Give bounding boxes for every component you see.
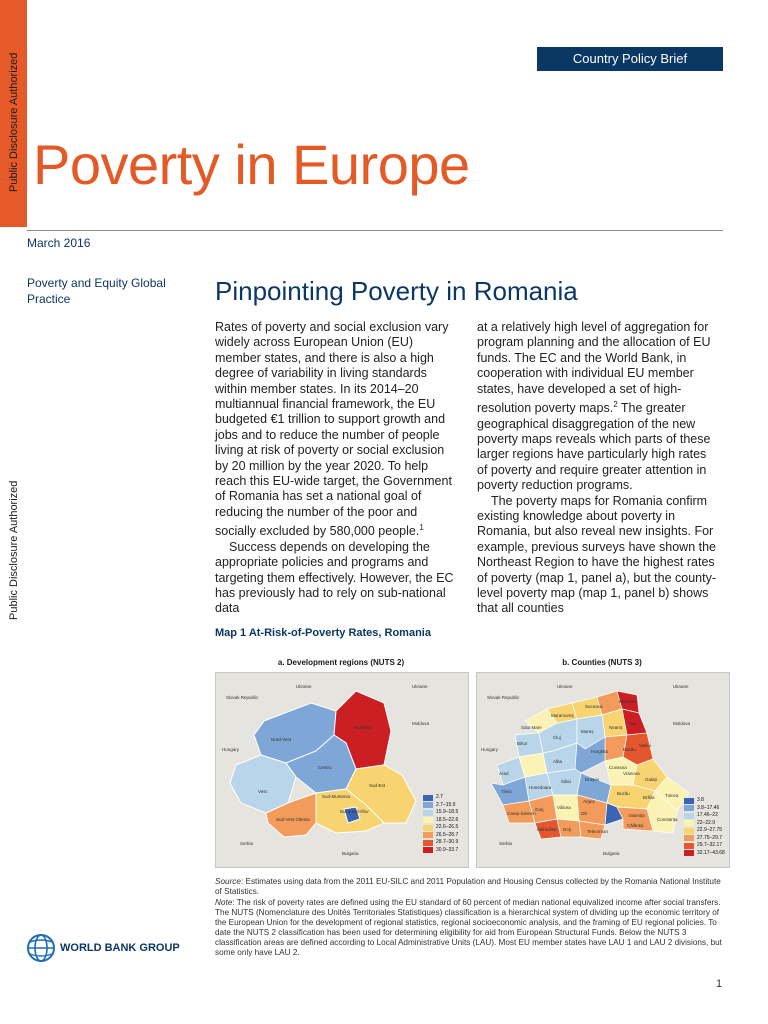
- country-label: Bulgaria: [603, 851, 620, 856]
- country-label: Moldova: [673, 721, 691, 726]
- county-label: Cluj: [553, 735, 561, 740]
- county-label: Neamț: [609, 725, 623, 730]
- world-bank-logo[interactable]: [26, 933, 180, 963]
- disclosure-label-top: Public Disclosure Authorized: [8, 52, 20, 192]
- disclosure-label-bottom: Public Disclosure Authorized: [8, 480, 20, 620]
- paragraph: Success depends on developing the appropriate policies and programs and targeting them effectively. However, the EC has previously had to rely on sub-national data: [215, 539, 454, 616]
- source-note: Source: Estimates using data from the 2011 EU-SILC and 2011 Population and Housing Census collected by the Romania National Institute of Statistics.: [215, 877, 721, 896]
- county-label: Maramureș: [551, 713, 574, 718]
- country-label: Moldova: [412, 721, 430, 726]
- county-label: Bacău: [623, 747, 636, 752]
- county-label: Tulcea: [665, 793, 679, 798]
- text-column-1: [215, 320, 455, 617]
- county-label: Hunedoara: [529, 785, 552, 790]
- country-label: Ukraine: [557, 684, 573, 689]
- publication-date: March 2016: [27, 236, 91, 250]
- county-label: Constanța: [657, 817, 678, 822]
- county-label: Satu Mare: [521, 725, 542, 730]
- country-label: Ukraine: [296, 684, 312, 689]
- panel-b-label: b. Counties (NUTS 3): [562, 658, 642, 667]
- panel-a-label: a. Development regions (NUTS 2): [277, 658, 405, 667]
- legend-regions: 2.7 2.7–15.9 15.9–18.5 18.5–22.6 22.6–26.5 26.5–28.7 28.7–30.9 30.9–33.7: [423, 794, 458, 854]
- country-label: Ukraine: [412, 684, 428, 689]
- county-label: Iași: [629, 721, 637, 726]
- county-label: Buzău: [617, 791, 630, 796]
- map-title: Map 1 At-Risk-of-Poverty Rates, Romania: [215, 627, 431, 639]
- definition-note: Note: The risk of poverty rates are defined using the EU standard of 60 percent of median national equivalized income after social transfers. The NUTS (Nomenclature des Unités Territoriales Statistiques) classification is a hierarchical system of dividing up the economic territory of the European Union for the development of regional statistics, regional socioeconomic analysis, and the framing of EU regional policies. To date the NUTS 2 classification has been used for determining eligibility for aid from European Structural Funds. Below the NUTS 3 classification areas are defined according to Local Administrative Units (LAU). Most EU member states have LAU 1 and LAU 2 divisions, but some only have LAU 2.: [215, 898, 722, 957]
- county-label: Caraș-Severin: [507, 811, 536, 816]
- series-badge: Country Policy Brief: [537, 47, 723, 71]
- paragraph: The poverty maps for Romania confirm existing knowledge about poverty in Romania, but also reveal new insights. For example, previous surveys have shown the Northeast Region to have the highest rates of poverty (map 1, panel a), but the county-level poverty map (map 1, panel b) shows that all counties: [477, 493, 717, 616]
- county-label: Vaslui: [639, 743, 651, 748]
- map-notes: [215, 877, 723, 959]
- county-label: Teleorman: [587, 829, 609, 834]
- header-divider: [27, 230, 723, 231]
- country-label: Slovak Republic: [487, 695, 520, 700]
- county-label: Mehedinți: [537, 827, 557, 832]
- text-column-2: [477, 320, 717, 617]
- county-label: Vrancea: [623, 771, 640, 776]
- footnote-ref[interactable]: 1: [419, 523, 424, 533]
- region-label: Centru: [318, 765, 332, 770]
- country-label: Serbia: [240, 841, 254, 846]
- org-name: WORLD BANK GROUP: [60, 942, 180, 954]
- region-label: Sud-Vest Oltenia: [276, 817, 310, 822]
- country-label: Serbia: [499, 841, 513, 846]
- footnote-ref[interactable]: 2: [613, 400, 618, 410]
- county-label: Dolj: [563, 827, 571, 832]
- county-label: Brăila: [643, 795, 655, 800]
- county-label: Covasna: [609, 765, 627, 770]
- county-label: Argeș: [583, 799, 595, 804]
- region-label: Sud-Muntenia: [322, 794, 351, 799]
- country-label: Bulgaria: [342, 851, 359, 856]
- practice-name: Poverty and Equity Global Practice: [27, 276, 166, 306]
- paragraph: at a relatively high level of aggregation for program planning and the allocation of EU funds. The EC and the World Bank, in cooperation with individual EU member states, have developed a set of high-resolution poverty maps.$^2$ The greater geographical disaggregation of the new poverty maps reveals which parts of these larger regions have particularly high rates of poverty and require greater attention in poverty reduction programs.: [477, 320, 711, 493]
- page-number: 1: [716, 978, 723, 990]
- legend-counties: 3.8 3.8–17.46 17.46–22 22–22.9 22.9–27.75 27.75–29.7 29.7–32.17 32.17–43.68: [684, 797, 725, 857]
- county-label: Olt: [581, 811, 587, 816]
- region-label: Nord-Vest: [271, 737, 292, 742]
- county-label: Brașov: [585, 777, 600, 782]
- region-label: Nord-Est: [354, 725, 372, 730]
- county-label: Sibiu: [561, 779, 572, 784]
- region-label: Sud-Est: [369, 783, 386, 788]
- region-label: București-Ilfov: [340, 809, 369, 814]
- paragraph: Rates of poverty and social exclusion vary widely across European Union (EU) member states, and there is also a high degree of variability in living standards within member states. In its 2014–20 multiannual financial framework, the EU budgeted €1 trillion to support growth and jobs and to reduce the number of people living at risk of poverty or social exclusion by 20 million by the year 2020. To help reach this EU-wide target, the Government of Romania has set a national goal of reducing the number of the poor and socially excluded by 580,000 people.$^1$: [215, 320, 452, 539]
- page-title: Poverty in Europe: [33, 133, 470, 196]
- country-label: Hungary: [222, 747, 240, 752]
- county-label: Galați: [645, 777, 657, 782]
- county-label: Ialomița: [629, 813, 645, 818]
- county-label: Suceava: [585, 704, 603, 709]
- country-label: Ukraine: [673, 684, 689, 689]
- county-label: Mureș: [581, 729, 594, 734]
- country-label: Hungary: [481, 747, 499, 752]
- region-label: Vest: [258, 789, 267, 794]
- county-label: Arad: [499, 771, 509, 776]
- country-label: Slovak Republic: [226, 695, 259, 700]
- article-subtitle: Pinpointing Poverty in Romania: [215, 276, 578, 306]
- county-label: Timiș: [501, 789, 512, 794]
- county-label: Alba: [553, 759, 563, 764]
- county-label: Harghita: [591, 749, 609, 754]
- county-label: Botoșani: [619, 699, 637, 704]
- county-label: Gorj: [535, 807, 544, 812]
- globe-icon: [26, 933, 56, 963]
- county-label: Bihor: [517, 741, 528, 746]
- county-label: Călărași: [627, 823, 644, 828]
- county-label: Vâlcea: [557, 805, 571, 810]
